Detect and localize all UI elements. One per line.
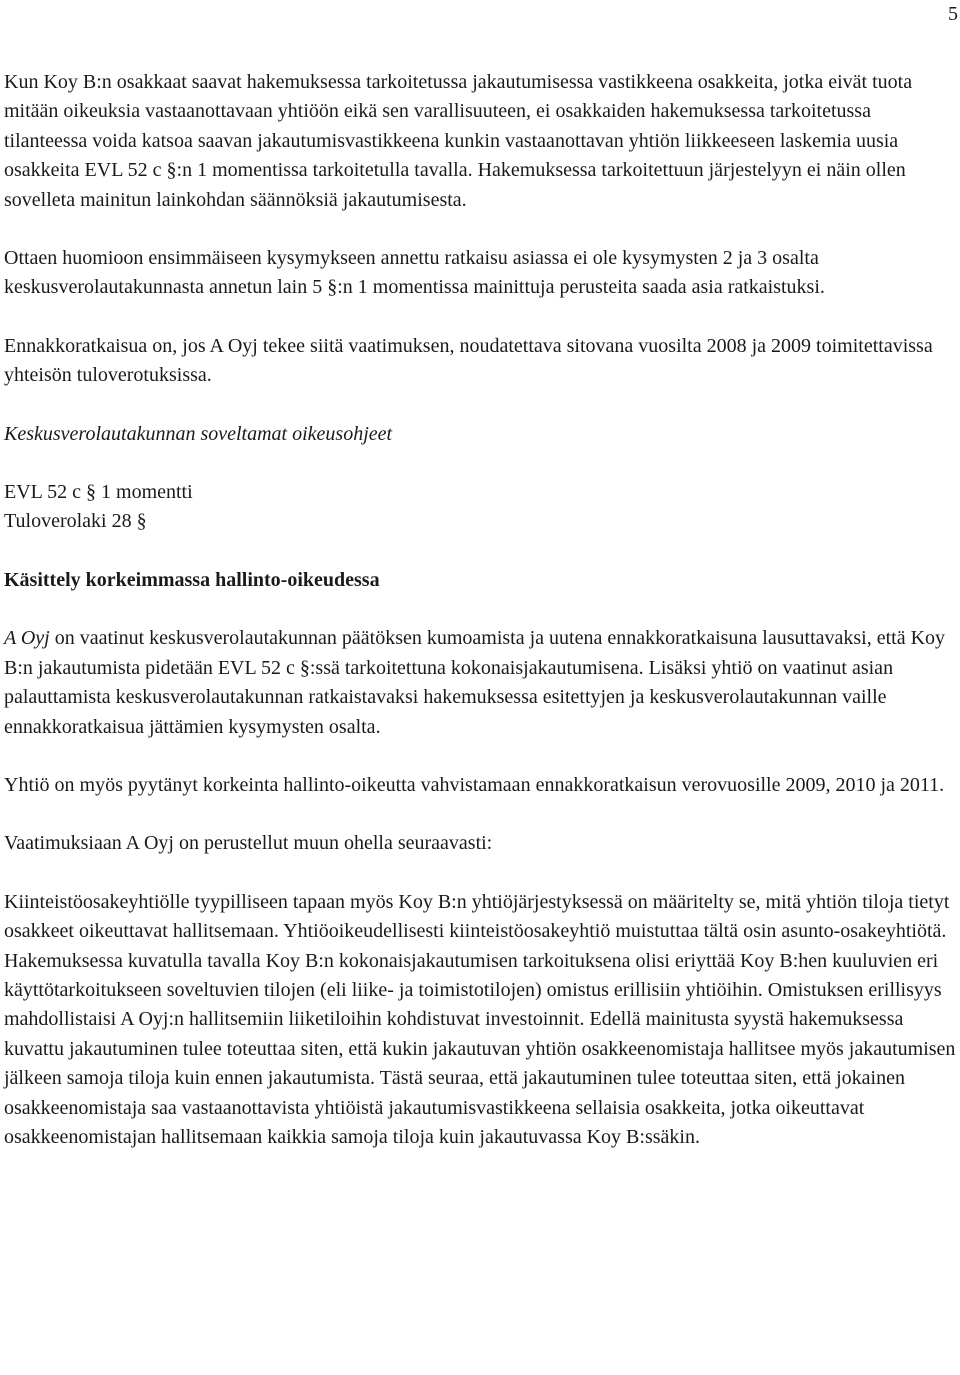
- paragraph-jakautumisvastike: Kun Koy B:n osakkaat saavat hakemuksessa tarkoitetussa jakautumisessa vastikkeena osakkeita, jotka eivät tuota mitään oikeuksia vastaanottavaan yhtiöön eikä sen varallisuuteen, ei osakkaiden hakemuksessa tarkoitetussa tilanteessa voida katsoa saavan jakautumisvastikkeena kunkin vastaanottavan yhtiön liikkeeseen laskemia uusia osakkeita EVL 52 c §:n 1 momentissa tarkoitetulla tavalla. Hakemuksessa tarkoitettuun järjestelyyn ei näin ollen sovelleta mainitun lainkohdan säännöksiä jakautumisesta.: [4, 71, 913, 211]
- legal-references: [4, 478, 956, 537]
- paragraph-vaatimukset: [4, 624, 956, 742]
- heading-soveltamat-oikeusohjeet: Keskusverolautakunnan soveltamat oikeusohjeet: [4, 422, 393, 445]
- paragraph-sitovuus: Ennakkoratkaisua on, jos A Oyj tekee siitä vaatimuksen, noudatettava sitovana vuosilta 2008 ja 2009 toimitettavissa yhteisön tuloverotuksissa.: [4, 334, 933, 387]
- heading-kasittely-kho: Käsittely korkeimmassa hallinto-oikeudessa: [4, 568, 380, 591]
- paragraph-perustelut-intro: Vaatimuksiaan A Oyj on perustellut muun ohella seuraavasti:: [4, 832, 493, 855]
- reference-evl: EVL 52 c § 1 momentti: [4, 481, 193, 504]
- reference-tuloverolaki: Tuloverolaki 28 §: [4, 510, 147, 533]
- paragraph-kysymykset-2-3: Ottaen huomioon ensimmäiseen kysymykseen annettu ratkaisu asiassa ei ole kysymysten 2 ja 3 osalta keskusverolautakunnasta annetun lain 5 §:n 1 momentissa mainittuja perusteita saada asia ratkaistuksi.: [4, 247, 825, 299]
- document-body: [4, 68, 956, 1152]
- company-name-italic: A Oyj: [4, 627, 50, 650]
- page-number: 5: [948, 3, 958, 25]
- paragraph-perustelut: Kiinteistöosakeyhtiölle tyypilliseen tapaan myös Koy B:n yhtiöjärjestyksessä on määritelty se, mitä yhtiön tiloja tietyt osakkeet oikeuttavat hallitsemaan. Yhtiöoikeudellisesti kiinteistöosakeyhtiö muistuttaa tältä osin asunto-osakeyhtiötä. Hakemuksessa kuvatulla tavalla Koy B:n kokonaisjakautumisen tarkoituksena olisi eriyttää Koy B:hen kuuluvien eri käyttötarkoitukseen soveltuvien tilojen (eli liike- ja toimistotilojen) omistus erillisiin yhtiöihin. Omistuksen erillisyys mahdollistaisi A Oyj:n hallitsemiin liiketiloihin kohdistuvat investoinnit. Edellä mainitusta syystä hakemuksessa kuvattu jakautuminen tulee toteuttaa siten, että kukin jakautuvan yhtiön osakkeenomistaja hallitsee myös jakautumisen jälkeen samoja tiloja kuin ennen jakautumista. Tästä seuraa, että jakautuminen tulee toteuttaa siten, että jokainen osakkeenomistaja saa vastaanottavista yhtiöistä jakautumisvastikkeena sellaisia osakkeita, jotka oikeuttavat osakkeenomistajan hallitsemaan kaikkia samoja tiloja kuin jakautuvassa Koy B:ssäkin.: [4, 890, 956, 1148]
- paragraph-verovuodet: Yhtiö on myös pyytänyt korkeinta hallinto-oikeutta vahvistamaan ennakkoratkaisun verovuosille 2009, 2010 ja 2011.: [4, 773, 945, 796]
- paragraph-vaatimukset-text: on vaatinut keskusverolautakunnan päätöksen kumoamista ja uutena ennakkoratkaisuna lausuttavaksi, että Koy B:n jakautumista pidetään EVL 52 c §:ssä tarkoitettuna kokonaisjakautumisena. Lisäksi yhtiö on vaatinut asian palauttamista keskusverolautakunnan ratkaistavaksi hakemuksessa esitettyjen ja keskusverolautakunnan vaille ennakkoratkaisua jättämien kysymysten osalta.: [4, 627, 946, 738]
